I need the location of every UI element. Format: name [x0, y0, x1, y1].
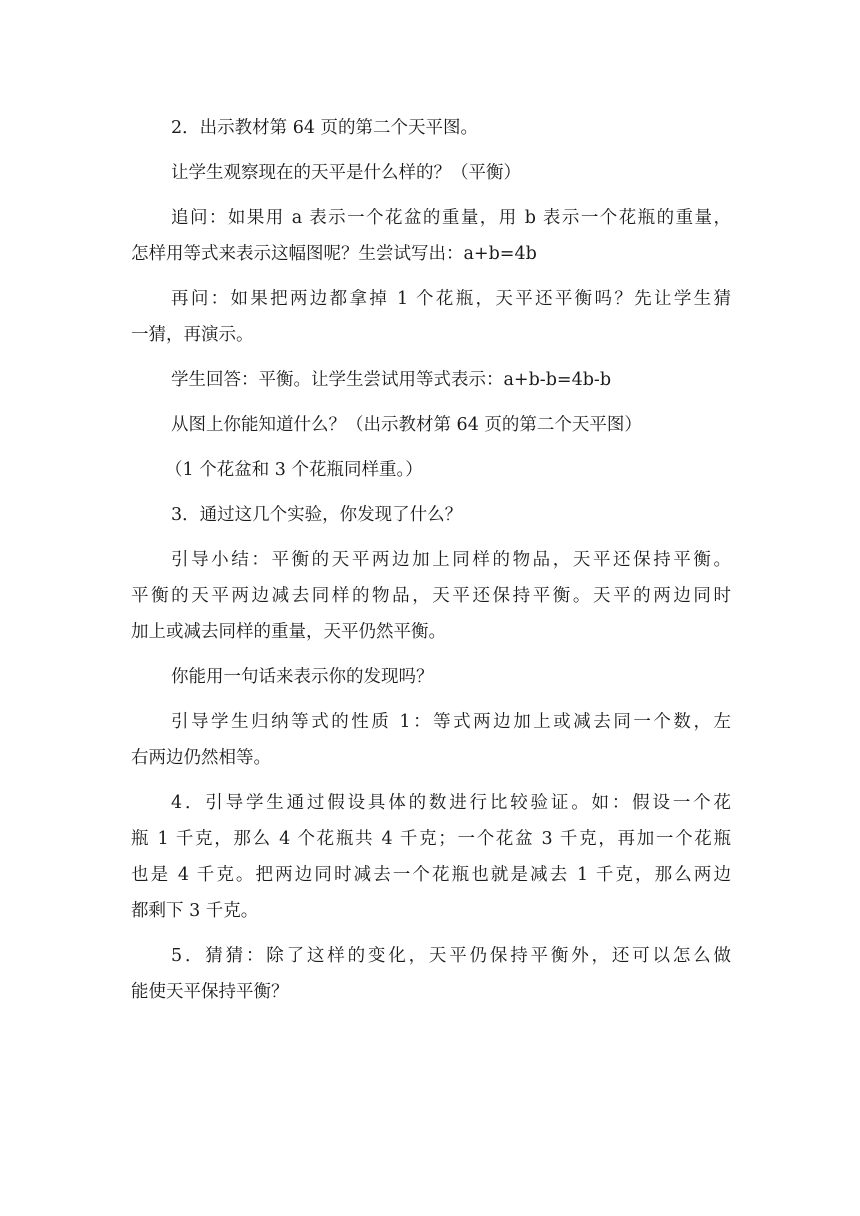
paragraph-observe-balance: 让学生观察现在的天平是什么样的？（平衡） — [171, 163, 521, 183]
paragraph-student-answer: 学生回答：平衡。让学生尝试用等式表示：a+b-b=4b-b — [171, 370, 612, 390]
paragraph-property-1-line-2: 右两边仍然相等。 — [131, 748, 271, 768]
paragraph-step-2-title: 2．出示教材第 64 页的第二个天平图。 — [171, 118, 479, 138]
paragraph-one-sentence: 你能用一句话来表示你的发现吗？ — [171, 667, 434, 687]
paragraph-step-5-line-2: 能使天平保持平衡？ — [131, 982, 289, 1002]
paragraph-ask-again-line-2: 一猜，再演示。 — [131, 325, 254, 345]
document-page — [131, 110, 731, 1010]
paragraph-follow-up-line-2: 怎样用等式来表示这幅图呢？生尝试写出：a+b=4b — [131, 244, 537, 264]
paragraph-follow-up-line-1: 追问：如果用 a 表示一个花盆的重量，用 b 表示一个花瓶的重量， — [171, 208, 731, 228]
paragraph-step-3-title: 3．通过这几个实验，你发现了什么？ — [171, 505, 463, 525]
paragraph-step-4-line-1: 4．引导学生通过假设具体的数进行比较验证。如：假设一个花 — [171, 793, 731, 813]
paragraph-summary-line-2: 平衡的天平两边减去同样的物品，天平还保持平衡。天平的两边同时 — [131, 586, 731, 606]
paragraph-property-1-line-1: 引导学生归纳等式的性质 1：等式两边加上或减去同一个数，左 — [171, 712, 731, 732]
paragraph-same-weight: （1 个花盆和 3 个花瓶同样重。） — [165, 460, 423, 480]
paragraph-step-5-line-1: 5．猜猜：除了这样的变化，天平仍保持平衡外，还可以怎么做 — [171, 946, 731, 966]
paragraph-step-4-line-2: 瓶 1 千克，那么 4 个花瓶共 4 千克；一个花盆 3 千克，再加一个花瓶 — [131, 829, 731, 849]
paragraph-step-4-line-3: 也是 4 千克。把两边同时减去一个花瓶也就是减去 1 千克，那么两边 — [131, 865, 731, 885]
paragraph-summary-line-1: 引导小结：平衡的天平两边加上同样的物品，天平还保持平衡。 — [171, 550, 731, 570]
paragraph-what-from-figure: 从图上你能知道什么？（出示教材第 64 页的第二个天平图） — [171, 415, 642, 435]
paragraph-ask-again-line-1: 再问：如果把两边都拿掉 1 个花瓶，天平还平衡吗？先让学生猜 — [171, 289, 731, 309]
paragraph-step-4-line-4: 都剩下 3 千克。 — [131, 901, 259, 921]
paragraph-summary-line-3: 加上或减去同样的重量，天平仍然平衡。 — [131, 622, 446, 642]
